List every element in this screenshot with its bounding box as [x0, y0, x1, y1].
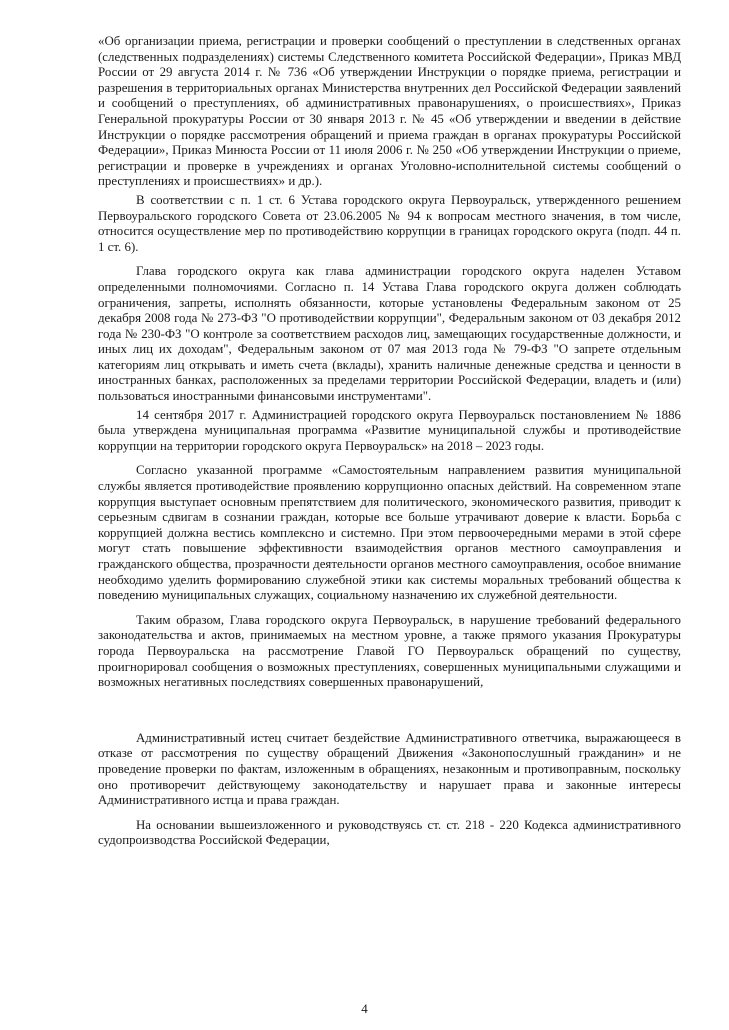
paragraph-conclusion: Таким образом, Глава городского округа Первоуральск, в нарушение требований федерального законодательства и актов, принимаемых на местном уровне, а также прямого указания Прокуратуры города Первоуральска на рассмотрение Главой ГО Первоуральск обращений по существу, проигнорировал сообщения о возможных преступлениях, совершенных муниципальными служащими и возможных негативных последствиях совершенных правонарушений,: [98, 612, 681, 690]
paragraph-municipal-program: 14 сентября 2017 г. Администрацией городского округа Первоуральск постановлением № 1886 была утверждена муниципальная программа «Развитие муниципальной службы и противодействие коррупции на территории городского округа Первоуральск» на 2018 – 2023 годы.: [98, 407, 681, 453]
paragraph-plaintiff-claim: Административный истец считает бездействие Административного ответчика, выражающееся в отказе от рассмотрения по существу обращений Движения «Законопослушный гражданин» и не проведение проверки по фактам, изложенным в обращениях, незаконным и противоправным, поскольку оно противоречит действующему законодательству и нарушает права и законные интересы Административного истца и права граждан.: [98, 730, 681, 808]
paragraph-program-quote: Согласно указанной программе «Самостоятельным направлением развития муниципальной службы является противодействие проявлению коррупционно опасных действий. На современном этапе коррупция выступает основным препятствием для политического, экономического развития, приводит к серьезным сдвигам в сознании граждан, которые все больше утрачивают доверие к власти. Борьба с коррупцией должна вестись комплексно и системно. При этом первоочередными мерами в этой сфере могут стать повышение эффективности взаимодействия органов местного самоуправления и гражданского общества, прозрачности деятельности органов местного самоуправления, особое внимание необходимо уделить формированию служебной этики как системы моральных требований общества к поведению муниципальных служащих, социальному назначению их служебной деятельности.: [98, 463, 681, 603]
paragraph-charter-article-6: В соответствии с п. 1 ст. 6 Устава городского округа Первоуральск, утвержденного решением Первоуральского городского Совета от 23.06.2005 № 94 к вопросам местного значения, в том числе, относится осуществление мер по противодействию коррупции в границах городского округа (подп. 44 п. 1 ст. 6).: [98, 192, 681, 254]
paragraph-head-powers: Глава городского округа как глава администрации городского округа наделен Уставом определенными полномочиями. Согласно п. 14 Устава Глава городского округа должен соблюдать ограничения, запреты, исполнять обязанности, которые установлены Федеральным законом от 25 декабря 2008 года № 273-ФЗ "О противодействии коррупции", Федеральным законом от 03 декабря 2012 года № 230-ФЗ "О контроле за соответствием расходов лиц, замещающих государственные должности, и иных лиц их доходам", Федеральным законом от 07 мая 2013 года № 79-ФЗ "О запрете отдельным категориям лиц открывать и иметь счета (вклады), хранить наличные денежные средства и ценности в иностранных банках, расположенных за пределами территории Российской Федерации, владеть и (или) пользоваться иностранными финансовыми инструментами".: [98, 264, 681, 404]
page-number: 4: [361, 1001, 368, 1016]
paragraph-instructions-list: «Об организации приема, регистрации и проверки сообщений о преступлении в следственных органах (следственных подразделениях) системы Следственного комитета Российской Федерации», Приказ МВД России от 29 августа 2014 г. № 736 «Об утверждении Инструкции о порядке приема, регистрации и разрешения в территориальных органах Министерства внутренних дел Российской Федерации заявлений и сообщений о преступлениях, об административных правонарушениях, о происшествиях», Приказ Генеральной прокуратуры России от 30 января 2013 г. № 45 «Об утверждении и введении в действие Инструкции о порядке рассмотрения обращений и приема граждан в органах прокуратуры Российской Федерации», Приказ Минюста России от 11 июля 2006 г. № 250 «Об утверждении Инструкции о приеме, регистрации и проверке в учреждениях и органах Уголовно-исполнительной системы сообщений о преступлениях и происшествиях» и др.).: [98, 34, 681, 189]
paragraph-legal-basis: На основании вышеизложенного и руководствуясь ст. ст. 218 - 220 Кодекса административного судопроизводства Российской Федерации,: [98, 817, 681, 848]
